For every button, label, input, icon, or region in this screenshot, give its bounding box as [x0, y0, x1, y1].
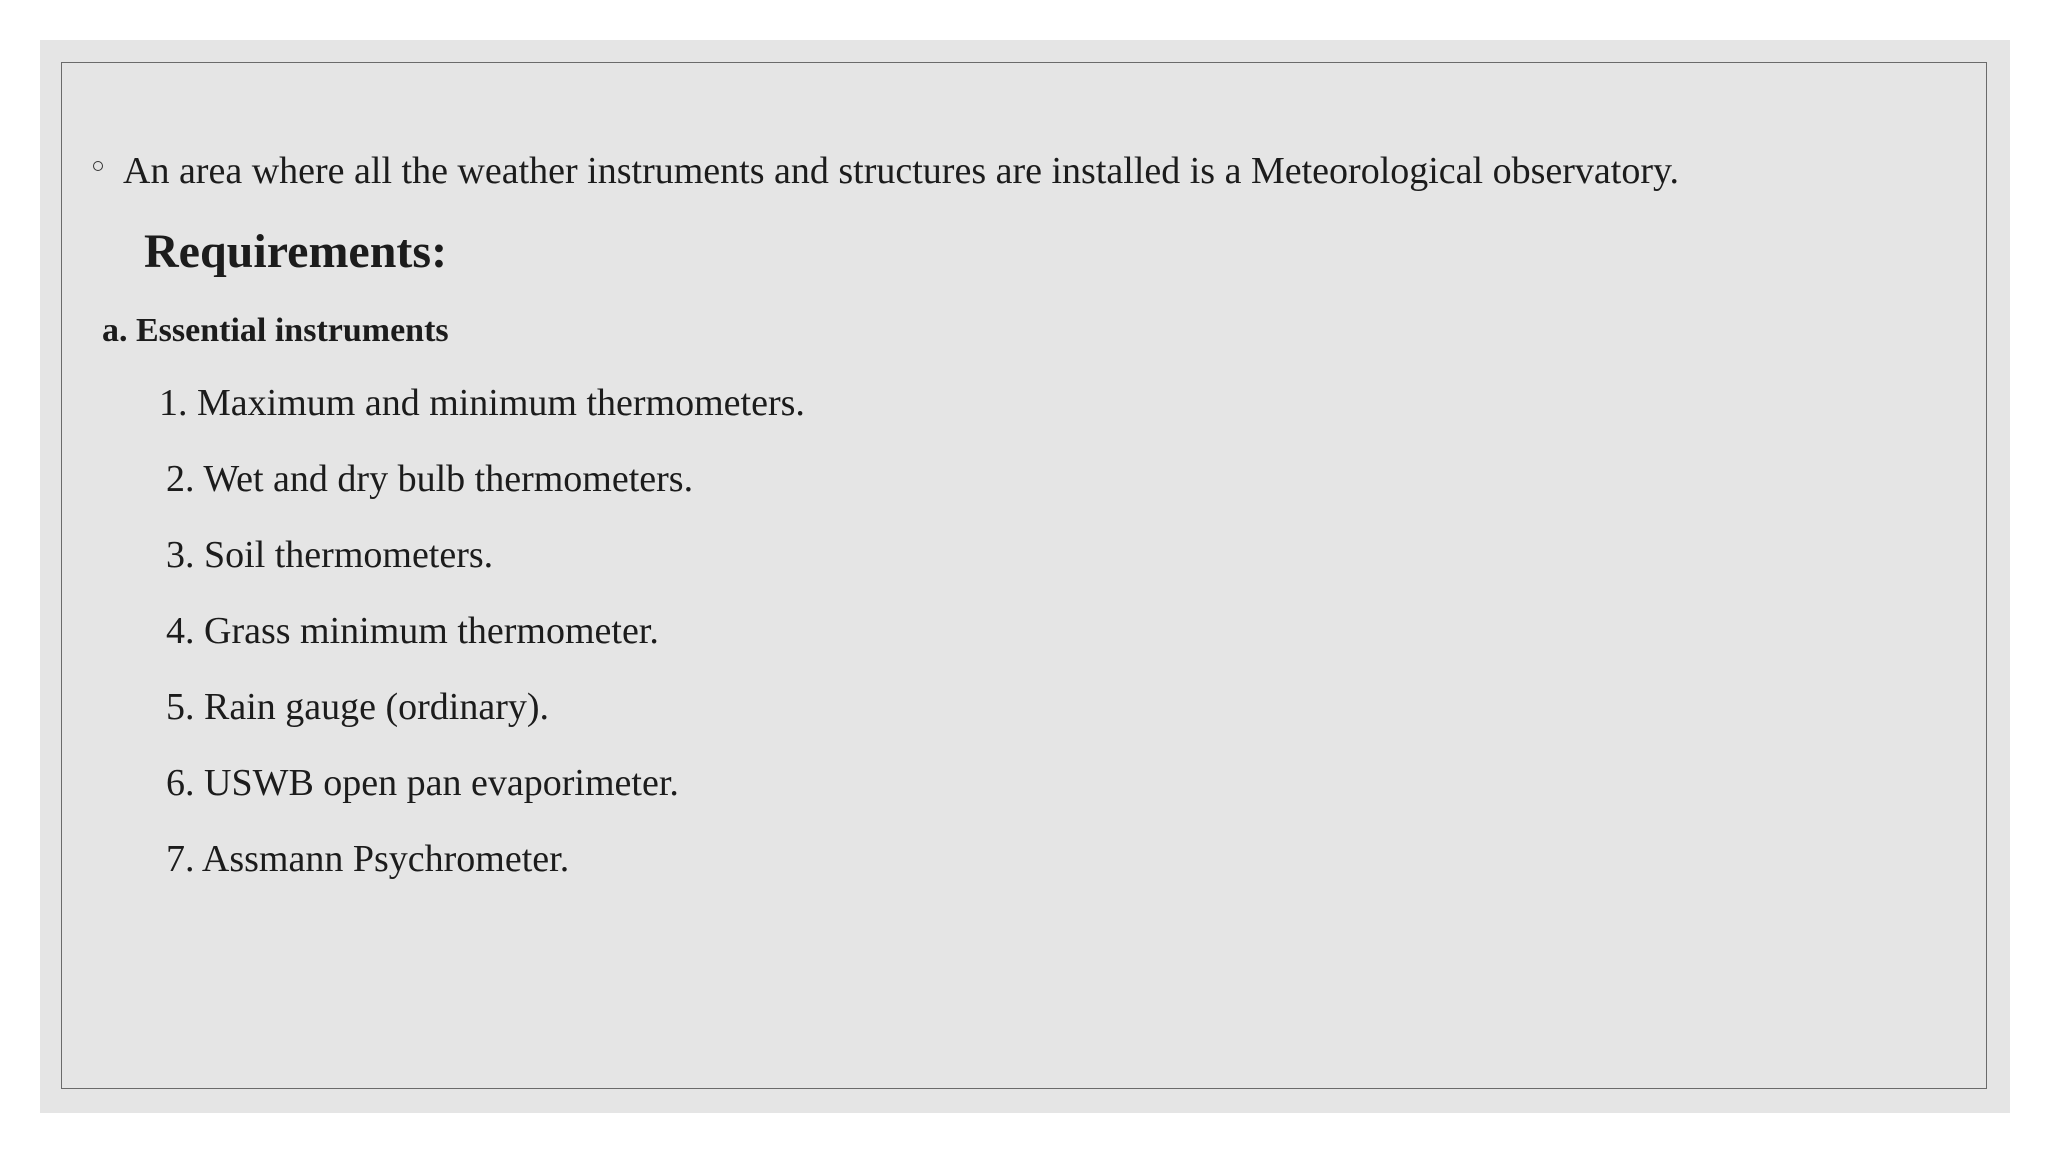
- essential-instruments-heading: a. Essential instruments: [102, 312, 449, 349]
- instrument-item: 3. Soil thermometers.: [166, 534, 494, 576]
- instrument-item: 1. Maximum and minimum thermometers.: [159, 382, 805, 424]
- instrument-item: 2. Wet and dry bulb thermometers.: [166, 458, 694, 500]
- requirements-heading: Requirements:: [144, 225, 448, 278]
- bullet-circle-icon: [93, 161, 103, 171]
- slide: [40, 40, 2010, 1113]
- instrument-item: 6. USWB open pan evaporimeter.: [166, 762, 679, 804]
- instrument-item: 4. Grass minimum thermometer.: [166, 610, 659, 652]
- instrument-item: 5. Rain gauge (ordinary).: [166, 686, 550, 728]
- intro-text: An area where all the weather instruments and structures are installed is a Meteorological observatory.: [123, 150, 1680, 192]
- instrument-item: 7. Assmann Psychrometer.: [166, 838, 570, 880]
